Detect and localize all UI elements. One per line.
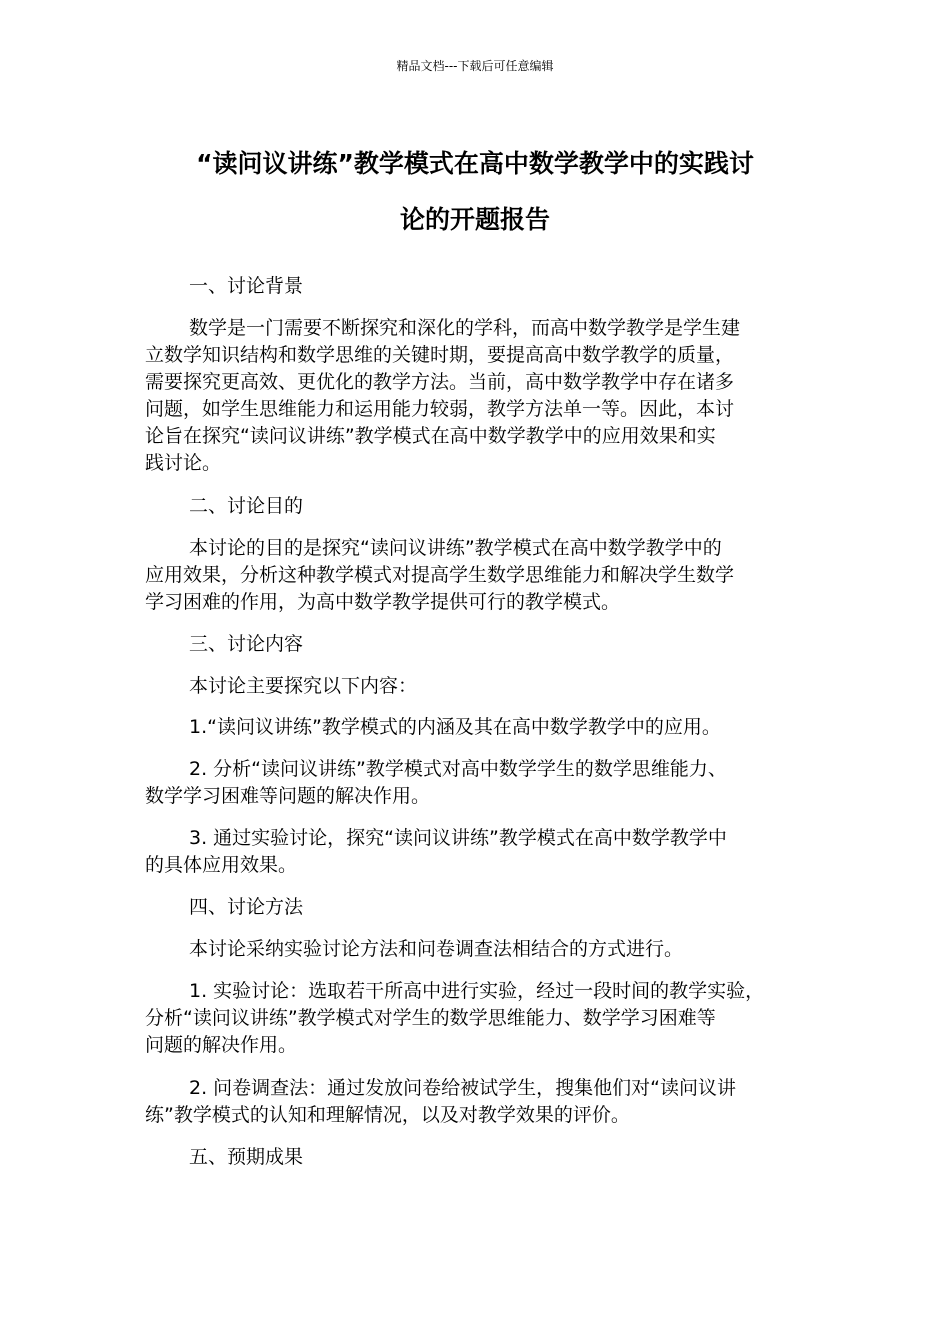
text-line: 的具体应用效果。 [145, 854, 298, 876]
text-line: 践讨论。 [145, 452, 222, 474]
list-item-method-1 [145, 978, 810, 1059]
text-line: 应用效果，分析这种教学模式对提高学生数学思维能力和解决学生数学 [145, 564, 735, 586]
text-line: 分析“读问议讲练”教学模式对学生的数学思维能力、数学学习困难等 [145, 1007, 716, 1029]
list-item-content-3 [145, 825, 810, 879]
paragraph-background [145, 315, 810, 477]
document-title [140, 136, 810, 248]
text-line: 问题的解决作用。 [145, 1034, 298, 1056]
text-line: 1.“读问议讲练”教学模式的内涵及其在高中数学教学中的应用。 [189, 716, 721, 738]
title-line-2: 论的开题报告 [399, 205, 550, 234]
text-line: 1. 实验讨论：选取若干所高中进行实验，经过一段时间的教学实验， [189, 980, 765, 1002]
text-line: 数学学习困难等问题的解决作用。 [145, 785, 431, 807]
text-line: 学习困难的作用，为高中数学教学提供可行的教学模式。 [145, 591, 621, 613]
text-line: 论旨在探究“读问议讲练”教学模式在高中数学教学中的应用效果和实 [145, 425, 716, 447]
paragraph-content-intro: 本讨论主要探究以下内容： [189, 675, 418, 697]
list-item-content-2 [145, 756, 810, 810]
paragraph-method-intro: 本讨论采纳实验讨论方法和问卷调查法相结合的方式进行。 [189, 938, 684, 960]
text-line: 2. 分析“读问议讲练”教学模式对高中数学学生的数学思维能力、 [189, 758, 727, 780]
page-header-note: 精品文档---下载后可任意编辑 [396, 59, 554, 73]
title-line-1: “读问议讲练”教学模式在高中数学教学中的实践讨 [196, 149, 754, 178]
section-heading-method: 四、讨论方法 [189, 896, 304, 918]
paragraph-purpose [145, 535, 810, 616]
text-line: 3. 通过实验讨论，探究“读问议讲练”教学模式在高中数学教学中 [189, 827, 727, 849]
section-heading-content: 三、讨论内容 [189, 633, 304, 655]
text-line: 立数学知识结构和数学思维的关键时期，要提高高中数学教学的质量， [145, 344, 735, 366]
text-line: 练”教学模式的认知和理解情况，以及对教学效果的评价。 [145, 1104, 630, 1126]
section-heading-purpose: 二、讨论目的 [189, 495, 304, 517]
list-item-content-1 [145, 714, 810, 741]
text-line: 数学是一门需要不断探究和深化的学科，而高中数学教学是学生建 [189, 317, 741, 339]
section-heading-background: 一、讨论背景 [189, 275, 304, 297]
text-line: 2. 问卷调查法：通过发放问卷给被试学生，搜集他们对“读问议讲 [189, 1077, 737, 1099]
list-item-method-2 [145, 1075, 810, 1129]
section-heading-outcomes: 五、预期成果 [189, 1146, 304, 1168]
text-line: 问题，如学生思维能力和运用能力较弱，教学方法单一等。因此，本讨 [145, 398, 735, 420]
text-line: 本讨论的目的是探究“读问议讲练”教学模式在高中数学教学中的 [189, 537, 722, 559]
text-line: 需要探究更高效、更优化的教学方法。当前，高中数学教学中存在诸多 [145, 371, 735, 393]
